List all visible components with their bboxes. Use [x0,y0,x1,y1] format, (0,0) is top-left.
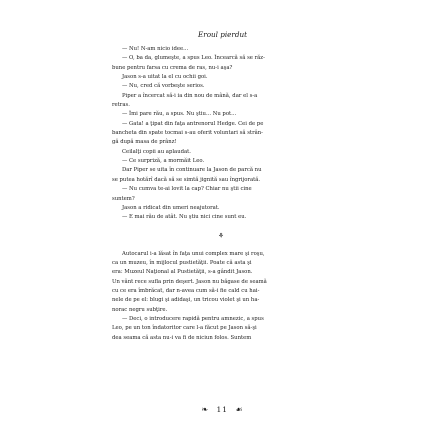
text-line: Autocarul i-a lăsat în faţa unui complex mare şi roşu, [122,250,265,257]
text-line: Dar Piper se uita în continuare la Jason de parcă nu [122,167,262,174]
text-line: Piper a încercat să-i ia din nou de mână, dar el s-a [122,92,258,99]
text-line: ca un muzeu, în mijlocul pustietăţii. Poate că asta şi [112,259,252,266]
text-line: bune pentru farsa cu crema de ras, nu-i aşa? [112,64,233,71]
text-line: suntem? [112,195,135,202]
text-line: Leo, pe un ton îndatoritor care l-a făcut pe Jason să-şi [112,325,257,332]
text-line: — Îmi pare rău, a spus. Nu ştiu... Nu pot... [122,111,237,118]
text-line: — Nu, cred că vorbeşte serios. [122,83,205,90]
text-line: — O, ba da, glumeşte, a spus Leo. Încearcă să se răz- [122,55,265,62]
running-head: Eroul pierdut [198,30,247,39]
text-line: nele de pe el: blugi şi adidaşi, un tricou violet şi un ha- [112,297,260,304]
text-line: — E mai rău de atât. Nu ştiu nici cine sunt eu. [122,214,247,221]
text-line: gă după masa de prânz! [112,139,177,146]
text-line: — Gata! a ţipat din faţa antrenorul Hedge. Cei de pe [122,120,264,127]
text-line: cu ce era îmbrăcat, dar n-avea cum să-i fie cald cu hai- [112,287,260,294]
text-line: — Nu! N-am nicio idee... [122,46,189,52]
text-line: norac negru subţire. [112,306,168,313]
left-ornament-icon: ❧ [201,405,210,414]
text-line: Un vânt rece sufla prin deşert. Jason nu băgase de seamă [112,278,267,285]
text-line: se putea hotărî dacă să se simtă jignită sau îngrijorată. [112,176,261,183]
page-number: 11 [216,405,229,414]
text-line: era: Muzeul Naţional al Pustietăţii, s-a gândit Jason. [112,269,253,276]
text-line: Ceilalţi copii au aplaudat. [122,148,191,155]
text-line: Jason a ridicat din umeri neajutorat. [122,204,220,211]
text-line: — Nu cumva te-ai lovit la cap? Chiar nu ştii cine [122,186,252,193]
text-line: retras. [112,102,130,109]
page-body [112,45,330,343]
text-line: — Ce surpriză, a mormăit Leo. [122,158,205,165]
section-separator-icon: ⚘ [217,231,225,240]
text-line: dea seama că asta nu-i va fi de niciun folos. Suntem [112,334,252,341]
page-footer [0,405,445,415]
text-line: Jason s-a uitat la el cu ochii goi. [122,74,208,81]
text-line: — Deci, o introducere rapidă pentru amnezic, a spus [122,315,264,322]
text-line: bancheta din spate tocmai s-au oferit voluntari să strân- [112,130,263,137]
right-ornament-icon: ☙ [235,405,244,414]
